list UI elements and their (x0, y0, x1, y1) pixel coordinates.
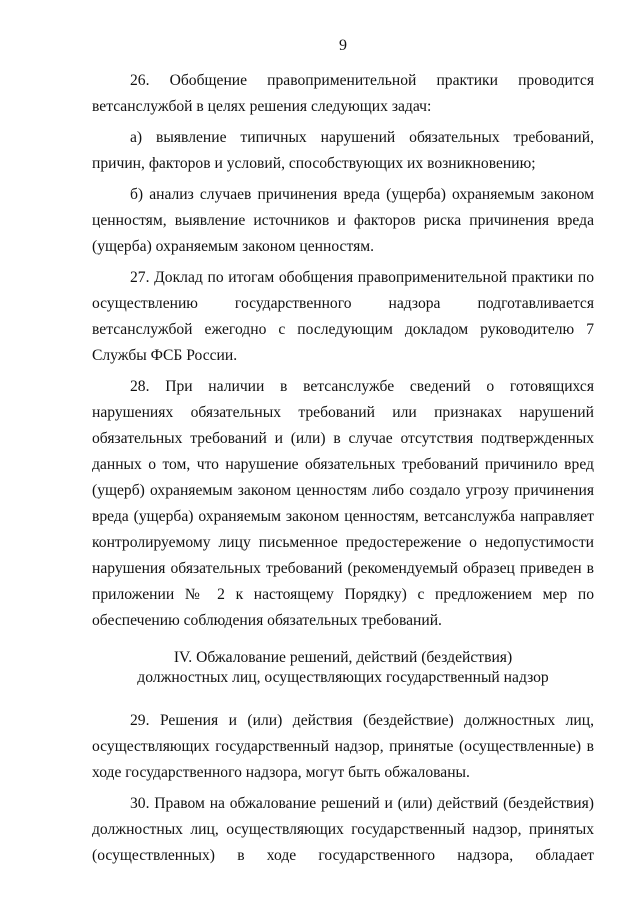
page-number: 9 (339, 37, 347, 54)
paragraph-26-item-a: а) выявление типичных нарушений обязательных требований, причин, факторов и условий, способствующих их возникновению; (92, 129, 594, 172)
section-heading-line-1: IV. Обжалование решений, действий (бездействия) (173, 649, 513, 666)
paragraph-26-intro: 26. Обобщение правоприменительной практики проводится ветсанслужбой в целях решения следующих задач: (92, 72, 594, 115)
paragraph-30: 30. Правом на обжалование решений и (или) действий (бездействия) должностных лиц, осуществляющих государственный надзор, принятых (осуществленных) в ходе государственного надзора, обладает (92, 795, 594, 864)
section-heading-line-2: должностных лиц, осуществляющих государственный надзор (137, 669, 549, 686)
section-heading-iv (92, 648, 594, 688)
paragraph-28: 28. При наличии в ветсанслужбе сведений о готовящихся нарушениях обязательных требований или признаках нарушений обязательных требований и (или) в случае отсутствия подтвержденных данных о том, что нарушение обязательных требований причинило вред (ущерб) охраняемым законом ценностям либо создало угрозу причинения вреда (ущерба) охраняемым законом ценностям, ветсанслужба направляет контролируемому лицу письменное предостережение о недопустимости нарушения обязательных требований (рекомендуемый образец приведен в приложении № 2 к настоящему Порядку) с предложением мер по обеспечению соблюдения обязательных требований. (92, 378, 594, 629)
document-body (92, 68, 594, 874)
paragraph-29: 29. Решения и (или) действия (бездействие) должностных лиц, осуществляющих государственный надзор, принятые (осуществленные) в ходе государственного надзора, могут быть обжалованы. (92, 712, 594, 781)
document-page (92, 0, 594, 905)
paragraph-27: 27. Доклад по итогам обобщения правоприменительной практики по осуществлению государственного надзора подготавливается ветсанслужбой ежегодно с последующим докладом руководителю 7 Службы ФСБ России. (92, 269, 594, 364)
paragraph-26-item-b: б) анализ случаев причинения вреда (ущерба) охраняемым законом ценностям, выявление источников и факторов риска причинения вреда (ущерба) охраняемым законом ценностям. (92, 186, 594, 255)
